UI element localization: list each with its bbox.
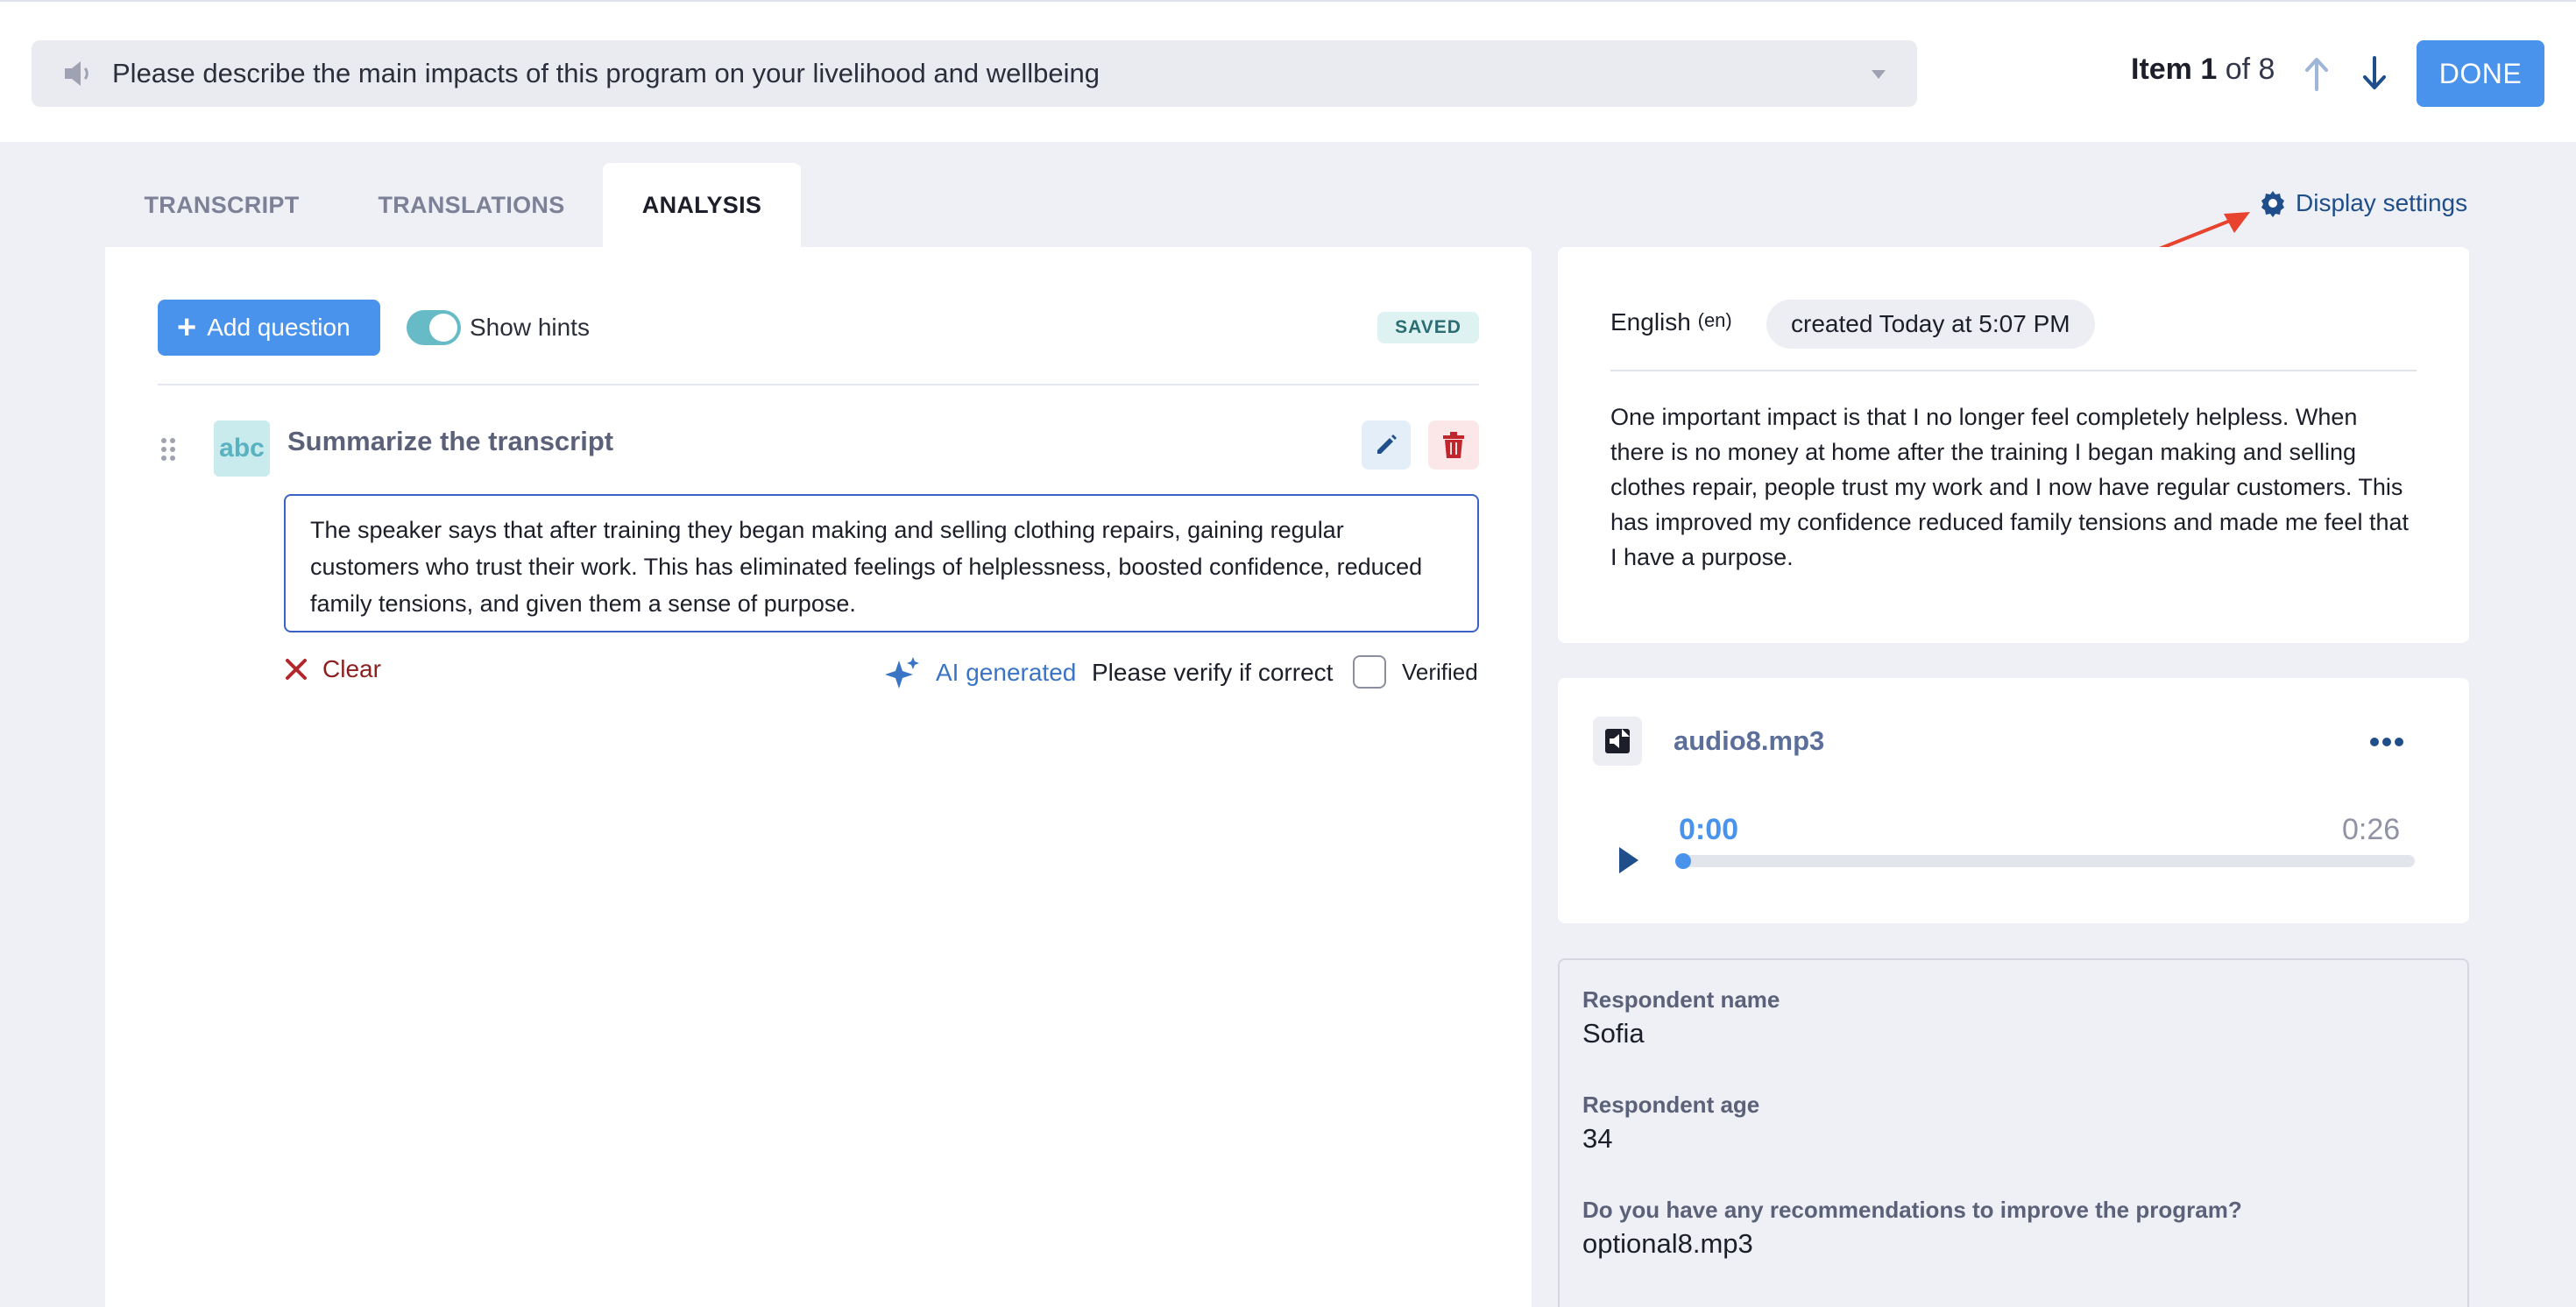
verified-label: Verified: [1402, 659, 1478, 685]
divider: [158, 384, 1479, 385]
pencil-icon: [1374, 433, 1398, 457]
audio-player-card: [1558, 678, 2469, 923]
top-bar: [0, 0, 2576, 142]
trash-icon: [1442, 432, 1465, 458]
previous-item-button[interactable]: [2299, 51, 2334, 96]
toggle-knob: [429, 314, 457, 342]
respondent-age-label: Respondent age: [1582, 1092, 1760, 1118]
delete-question-button[interactable]: [1428, 420, 1479, 470]
tab-analysis[interactable]: ANALYSIS: [603, 163, 801, 247]
display-settings-button[interactable]: [2259, 189, 2467, 217]
sparkle-icon: [885, 655, 920, 690]
item-word: Item: [2131, 53, 2192, 86]
verified-checkbox[interactable]: [1353, 655, 1386, 689]
next-item-button[interactable]: [2357, 51, 2392, 96]
tab-translations[interactable]: TRANSLATIONS: [378, 191, 565, 218]
item-total: of 8: [2225, 53, 2275, 86]
more-options-icon[interactable]: [2369, 736, 2404, 748]
respondent-age-value: 34: [1582, 1123, 1613, 1154]
arrow-down-icon: [2361, 56, 2388, 91]
divider: [1610, 370, 2417, 371]
recommendations-label: Do you have any recommendations to improve the program?: [1582, 1197, 2242, 1223]
question-prompt: Please describe the main impacts of this program on your livelihood and wellbeing: [112, 58, 1100, 88]
verify-prompt: Please verify if correct: [1092, 659, 1334, 686]
respondent-name-value: Sofia: [1582, 1018, 1645, 1049]
close-icon: [284, 657, 308, 682]
answer-textarea[interactable]: The speaker says that after training they began making and selling clothing repairs, gaining regular customers who trust their work. This has eliminated feelings of helplessness, boosted confidence, reduced family tensions, and given them a sense of purpose.: [284, 494, 1479, 632]
question-label: Summarize the transcript: [287, 426, 614, 456]
translation-text: One important impact is that I no longer feel completely helpless. When there is no money at home after the training I began making and selling clothes repair, people trust my work and I now have regular customers. This has improved my confidence reduced family tensions and made me feel that I have a purpose.: [1610, 404, 2409, 570]
show-hints-toggle[interactable]: [407, 310, 461, 345]
audio-progress-slider[interactable]: [1679, 855, 2415, 867]
translation-card: [1558, 247, 2469, 643]
edit-question-button[interactable]: [1362, 420, 1411, 470]
text-question-type-icon: abc: [214, 420, 270, 477]
add-question-button[interactable]: [158, 300, 380, 356]
show-hints-label: Show hints: [470, 314, 590, 341]
clear-button[interactable]: [284, 655, 381, 683]
language-label: [1610, 308, 1732, 336]
language-name: English: [1610, 308, 1691, 336]
tab-transcript[interactable]: TRANSCRIPT: [144, 191, 300, 218]
ai-generated-indicator: [885, 655, 1076, 690]
analysis-panel: [105, 247, 1532, 1307]
saved-badge: SAVED: [1377, 312, 1479, 343]
recommendations-value: optional8.mp3: [1582, 1228, 1753, 1259]
arrow-up-icon: [2304, 56, 2330, 91]
drag-handle-icon[interactable]: [159, 436, 177, 463]
duration: 0:26: [2342, 813, 2401, 846]
item-counter: [2131, 53, 2275, 87]
progress-handle[interactable]: [1675, 853, 1691, 869]
language-code: (en): [1697, 309, 1732, 331]
ai-generated-label: AI generated: [936, 659, 1077, 686]
created-timestamp: created Today at 5:07 PM: [1766, 300, 2095, 349]
respondent-name-label: Respondent name: [1582, 986, 1780, 1013]
question-selector[interactable]: [32, 40, 1917, 107]
item-current: 1: [2200, 53, 2218, 86]
speaker-icon: [61, 58, 96, 89]
audio-file-icon: [1593, 717, 1642, 766]
chevron-down-icon: [1872, 70, 1886, 79]
current-time: 0:00: [1679, 813, 1739, 846]
play-icon[interactable]: [1616, 844, 1642, 876]
audio-filename: audio8.mp3: [1674, 725, 1825, 756]
display-settings-label: Display settings: [2296, 189, 2468, 216]
add-question-label: Add question: [207, 314, 350, 341]
gear-icon: [2259, 189, 2287, 217]
clear-label: Clear: [322, 655, 381, 682]
plus-icon: +: [177, 309, 197, 346]
done-button[interactable]: DONE: [2417, 40, 2544, 107]
respondent-info-card: [1558, 958, 2469, 1307]
